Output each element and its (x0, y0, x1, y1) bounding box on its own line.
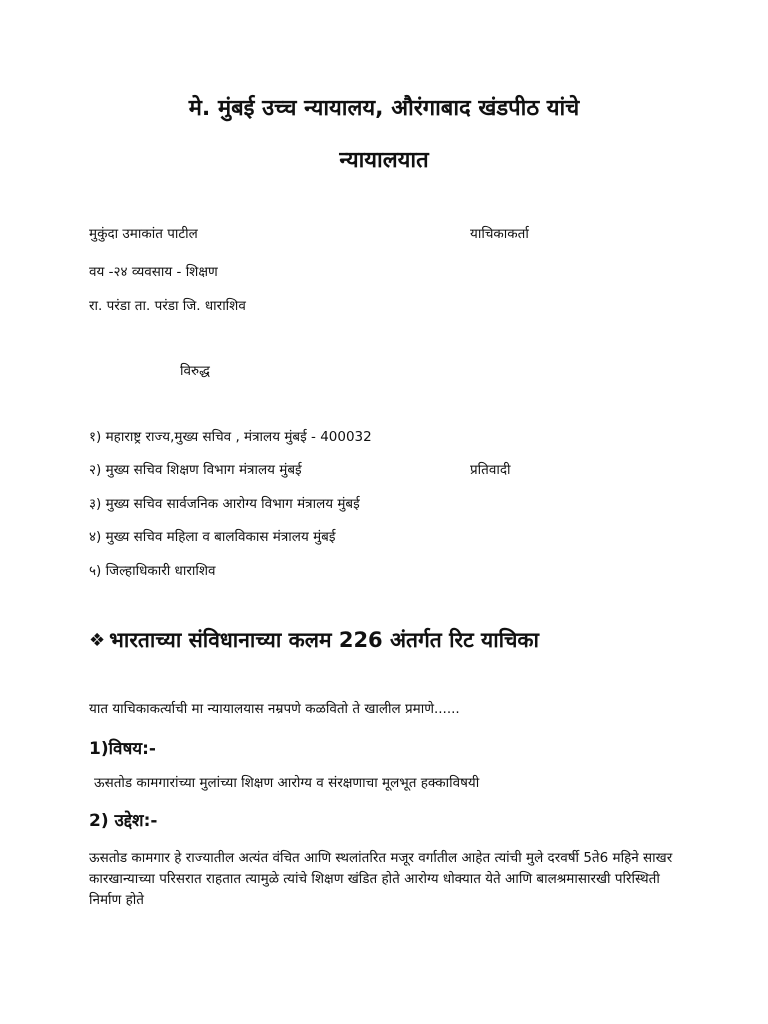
respondent-item-1: १) महाराष्ट्र राज्य,मुख्य सचिव , मंत्रालय मुंबई - 400032 (89, 429, 372, 445)
petition-heading (89, 626, 539, 654)
petitioner-role: याचिकाकर्ता (470, 226, 529, 242)
respondent-item-3: ३) मुख्य सचिव सार्वजनिक आरोग्य विभाग मंत्रालय मुंबई (89, 496, 360, 512)
respondent-item-4: ४) मुख्य सचिव महिला व बालविकास मंत्रालय मुंबई (89, 529, 336, 545)
petitioner-address: रा. परंडा ता. परंडा जि. धाराशिव (89, 298, 246, 314)
respondent-item-5: ५) जिल्हाधिकारी धाराशिव (89, 563, 216, 579)
respondent-role: प्रतिवादी (470, 462, 511, 478)
petition-heading-text: भारताच्या संविधानाच्या कलम 226 अंतर्गत रिट याचिका (109, 628, 539, 652)
subject-heading: 1)विषय:- (89, 739, 156, 759)
petitioner-age-occupation: वय -२४ व्यवसाय - शिक्षण (89, 264, 218, 280)
purpose-text: ऊसतोड कामगार हे राज्यातील अत्यंत वंचित आणि स्थलांतरित मजूर वर्गातील आहेत त्यांची मुले दरवर्षी 5ते6 महिने साखर कारखान्याच्या परिसरात राहतात त्यामुळे त्यांचे शिक्षण खंडित होते आरोग्य धोक्यात येते आणि बालश्रमासारखी परिस्थिती निर्माण होते (89, 850, 673, 908)
court-title-line-1: मे. मुंबई उच्च न्यायालय, औरंगाबाद खंडपीठ यांचे (188, 96, 580, 121)
petitioner-name: मुकुंदा उमाकांत पाटील (89, 226, 198, 242)
diamond-bullet-icon: ❖ (89, 630, 106, 651)
subject-text: ऊसतोड कामगारांच्या मुलांच्या शिक्षण आरोग्य व संरक्षणाचा मूलभूत हक्काविषयी (94, 775, 480, 791)
purpose-heading: 2) उद्देश:- (89, 811, 158, 831)
court-title-line-2: न्यायालयात (339, 148, 429, 173)
intro-text: यात याचिकाकर्त्याची मा न्यायालयास नम्रपणे कळवितो ते खालील प्रमाणे...... (89, 701, 460, 717)
respondent-item-2: २) मुख्य सचिव शिक्षण विभाग मंत्रालय मुंबई (89, 462, 302, 478)
versus-label: विरुद्ध (180, 363, 210, 379)
